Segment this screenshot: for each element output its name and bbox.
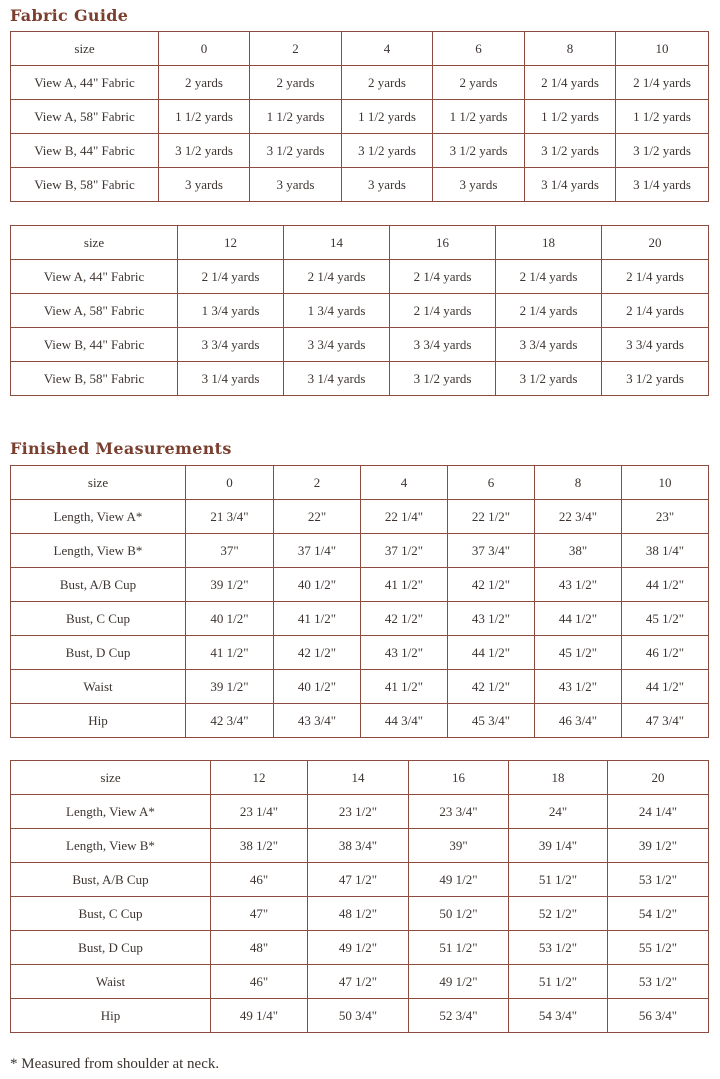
table-row	[11, 168, 709, 202]
row-label-cell: View A, 58" Fabric	[11, 100, 159, 134]
row-label-cell: Bust, A/B Cup	[11, 863, 211, 897]
row-label-cell: Waist	[11, 965, 211, 999]
value-cell: 37 1/4"	[274, 534, 361, 568]
value-cell: 46 1/2"	[622, 636, 709, 670]
value-cell: 3 yards	[159, 168, 250, 202]
value-cell: 53 1/2"	[608, 965, 709, 999]
value-cell: 2 1/4 yards	[284, 260, 390, 294]
table-row	[11, 636, 709, 670]
table-row	[11, 999, 709, 1033]
header-cell-size-value: 0	[159, 32, 250, 66]
value-cell: 53 1/2"	[608, 863, 709, 897]
value-cell: 23"	[622, 500, 709, 534]
value-cell: 44 3/4"	[361, 704, 448, 738]
value-cell: 3 3/4 yards	[496, 328, 602, 362]
value-cell: 50 3/4"	[308, 999, 409, 1033]
value-cell: 41 1/2"	[361, 568, 448, 602]
row-label-cell: View A, 44" Fabric	[11, 66, 159, 100]
value-cell: 1 1/2 yards	[525, 100, 616, 134]
table-row	[11, 863, 709, 897]
value-cell: 2 yards	[250, 66, 342, 100]
footnote: * Measured from shoulder at neck.	[10, 1056, 220, 1072]
row-label-cell: Waist	[11, 670, 186, 704]
header-cell-size: size	[11, 761, 211, 795]
header-cell-size-value: 8	[525, 32, 616, 66]
header-cell-size: size	[11, 32, 159, 66]
value-cell: 42 1/2"	[448, 670, 535, 704]
value-cell: 45 3/4"	[448, 704, 535, 738]
value-cell: 51 1/2"	[409, 931, 509, 965]
value-cell: 45 1/2"	[535, 636, 622, 670]
value-cell: 3 yards	[433, 168, 525, 202]
row-label-cell: View B, 44" Fabric	[11, 134, 159, 168]
table-row	[11, 829, 709, 863]
value-cell: 2 1/4 yards	[496, 260, 602, 294]
value-cell: 40 1/2"	[274, 568, 361, 602]
value-cell: 41 1/2"	[274, 602, 361, 636]
value-cell: 42 1/2"	[448, 568, 535, 602]
value-cell: 41 1/2"	[361, 670, 448, 704]
table-row	[11, 66, 709, 100]
row-label-cell: Hip	[11, 999, 211, 1033]
value-cell: 2 1/4 yards	[178, 260, 284, 294]
value-cell: 50 1/2"	[409, 897, 509, 931]
value-cell: 3 1/2 yards	[390, 362, 496, 396]
value-cell: 3 1/2 yards	[602, 362, 709, 396]
value-cell: 37 1/2"	[361, 534, 448, 568]
header-cell-size-value: 10	[616, 32, 709, 66]
row-label-cell: Bust, C Cup	[11, 602, 186, 636]
value-cell: 3 1/4 yards	[525, 168, 616, 202]
header-cell-size-value: 14	[284, 226, 390, 260]
value-cell: 2 yards	[342, 66, 433, 100]
value-cell: 3 1/2 yards	[159, 134, 250, 168]
header-cell-size-value: 18	[496, 226, 602, 260]
value-cell: 37"	[186, 534, 274, 568]
table-row	[11, 328, 709, 362]
header-cell-size-value: 16	[409, 761, 509, 795]
value-cell: 3 1/2 yards	[342, 134, 433, 168]
value-cell: 45 1/2"	[622, 602, 709, 636]
value-cell: 2 1/4 yards	[525, 66, 616, 100]
header-cell-size-value: 2	[274, 466, 361, 500]
value-cell: 22 3/4"	[535, 500, 622, 534]
value-cell: 54 1/2"	[608, 897, 709, 931]
value-cell: 3 yards	[342, 168, 433, 202]
value-cell: 55 1/2"	[608, 931, 709, 965]
value-cell: 2 yards	[433, 66, 525, 100]
value-cell: 54 3/4"	[509, 999, 608, 1033]
header-cell-size-value: 6	[448, 466, 535, 500]
value-cell: 2 1/4 yards	[496, 294, 602, 328]
table-row	[11, 670, 709, 704]
value-cell: 3 yards	[250, 168, 342, 202]
header-cell-size-value: 4	[361, 466, 448, 500]
value-cell: 51 1/2"	[509, 965, 608, 999]
value-cell: 43 1/2"	[535, 670, 622, 704]
value-cell: 1 1/2 yards	[250, 100, 342, 134]
table-row	[11, 602, 709, 636]
value-cell: 3 1/4 yards	[284, 362, 390, 396]
row-label-cell: Bust, C Cup	[11, 897, 211, 931]
value-cell: 47"	[211, 897, 308, 931]
header-cell-size-value: 18	[509, 761, 608, 795]
value-cell: 1 3/4 yards	[284, 294, 390, 328]
table-header-row	[11, 32, 709, 66]
value-cell: 3 3/4 yards	[390, 328, 496, 362]
value-cell: 3 1/2 yards	[616, 134, 709, 168]
value-cell: 42 1/2"	[361, 602, 448, 636]
row-label-cell: View A, 58" Fabric	[11, 294, 178, 328]
value-cell: 22"	[274, 500, 361, 534]
table-body	[11, 226, 709, 396]
value-cell: 3 1/2 yards	[250, 134, 342, 168]
value-cell: 3 3/4 yards	[178, 328, 284, 362]
value-cell: 38 1/4"	[622, 534, 709, 568]
value-cell: 2 1/4 yards	[602, 260, 709, 294]
value-cell: 44 1/2"	[622, 670, 709, 704]
value-cell: 53 1/2"	[509, 931, 608, 965]
value-cell: 41 1/2"	[186, 636, 274, 670]
header-cell-size-value: 4	[342, 32, 433, 66]
value-cell: 47 1/2"	[308, 863, 409, 897]
value-cell: 52 3/4"	[409, 999, 509, 1033]
value-cell: 1 1/2 yards	[433, 100, 525, 134]
value-cell: 23 3/4"	[409, 795, 509, 829]
value-cell: 40 1/2"	[274, 670, 361, 704]
value-cell: 48 1/2"	[308, 897, 409, 931]
value-cell: 22 1/2"	[448, 500, 535, 534]
value-cell: 44 1/2"	[622, 568, 709, 602]
row-label-cell: Length, View B*	[11, 829, 211, 863]
row-label-cell: Length, View A*	[11, 795, 211, 829]
header-cell-size-value: 8	[535, 466, 622, 500]
header-cell-size-value: 20	[608, 761, 709, 795]
value-cell: 1 3/4 yards	[178, 294, 284, 328]
finished-measurements-title: Finished Measurements	[10, 439, 232, 458]
row-label-cell: View A, 44" Fabric	[11, 260, 178, 294]
header-cell-size: size	[11, 466, 186, 500]
value-cell: 2 1/4 yards	[390, 294, 496, 328]
measurements-table-sizes-0-10	[10, 465, 709, 738]
table-row	[11, 931, 709, 965]
table-header-row	[11, 226, 709, 260]
row-label-cell: Hip	[11, 704, 186, 738]
value-cell: 21 3/4"	[186, 500, 274, 534]
row-label-cell: Length, View B*	[11, 534, 186, 568]
table-header-row	[11, 761, 709, 795]
value-cell: 3 1/2 yards	[525, 134, 616, 168]
value-cell: 3 3/4 yards	[602, 328, 709, 362]
value-cell: 24"	[509, 795, 608, 829]
value-cell: 43 1/2"	[448, 602, 535, 636]
table-row	[11, 534, 709, 568]
row-label-cell: View B, 44" Fabric	[11, 328, 178, 362]
value-cell: 48"	[211, 931, 308, 965]
table-row	[11, 362, 709, 396]
value-cell: 42 1/2"	[274, 636, 361, 670]
value-cell: 23 1/4"	[211, 795, 308, 829]
table-body	[11, 32, 709, 202]
row-label-cell: View B, 58" Fabric	[11, 362, 178, 396]
table-row	[11, 897, 709, 931]
value-cell: 2 1/4 yards	[602, 294, 709, 328]
value-cell: 2 1/4 yards	[390, 260, 496, 294]
header-cell-size-value: 0	[186, 466, 274, 500]
header-cell-size-value: 14	[308, 761, 409, 795]
value-cell: 46"	[211, 863, 308, 897]
value-cell: 43 1/2"	[535, 568, 622, 602]
value-cell: 3 1/4 yards	[178, 362, 284, 396]
row-label-cell: View B, 58" Fabric	[11, 168, 159, 202]
value-cell: 44 1/2"	[535, 602, 622, 636]
value-cell: 37 3/4"	[448, 534, 535, 568]
table-row	[11, 568, 709, 602]
value-cell: 46 3/4"	[535, 704, 622, 738]
value-cell: 49 1/2"	[308, 931, 409, 965]
value-cell: 24 1/4"	[608, 795, 709, 829]
table-row	[11, 965, 709, 999]
value-cell: 22 1/4"	[361, 500, 448, 534]
row-label-cell: Bust, A/B Cup	[11, 568, 186, 602]
value-cell: 1 1/2 yards	[159, 100, 250, 134]
row-label-cell: Bust, D Cup	[11, 636, 186, 670]
table-body	[11, 466, 709, 738]
header-cell-size-value: 12	[211, 761, 308, 795]
value-cell: 3 1/2 yards	[496, 362, 602, 396]
fabric-guide-table-sizes-12-20	[10, 225, 709, 396]
header-cell-size-value: 6	[433, 32, 525, 66]
table-row	[11, 100, 709, 134]
table-row	[11, 795, 709, 829]
header-cell-size-value: 16	[390, 226, 496, 260]
row-label-cell: Length, View A*	[11, 500, 186, 534]
value-cell: 39 1/4"	[509, 829, 608, 863]
value-cell: 2 1/4 yards	[616, 66, 709, 100]
value-cell: 38 3/4"	[308, 829, 409, 863]
value-cell: 56 3/4"	[608, 999, 709, 1033]
value-cell: 39 1/2"	[608, 829, 709, 863]
value-cell: 42 3/4"	[186, 704, 274, 738]
header-cell-size: size	[11, 226, 178, 260]
table-row	[11, 500, 709, 534]
header-cell-size-value: 10	[622, 466, 709, 500]
value-cell: 39 1/2"	[186, 670, 274, 704]
value-cell: 47 3/4"	[622, 704, 709, 738]
value-cell: 23 1/2"	[308, 795, 409, 829]
value-cell: 51 1/2"	[509, 863, 608, 897]
value-cell: 38 1/2"	[211, 829, 308, 863]
value-cell: 47 1/2"	[308, 965, 409, 999]
value-cell: 40 1/2"	[186, 602, 274, 636]
table-header-row	[11, 466, 709, 500]
value-cell: 46"	[211, 965, 308, 999]
header-cell-size-value: 20	[602, 226, 709, 260]
value-cell: 49 1/4"	[211, 999, 308, 1033]
value-cell: 39"	[409, 829, 509, 863]
value-cell: 3 1/2 yards	[433, 134, 525, 168]
table-row	[11, 134, 709, 168]
fabric-guide-table-sizes-0-10	[10, 31, 709, 202]
row-label-cell: Bust, D Cup	[11, 931, 211, 965]
value-cell: 44 1/2"	[448, 636, 535, 670]
value-cell: 38"	[535, 534, 622, 568]
header-cell-size-value: 2	[250, 32, 342, 66]
value-cell: 3 1/4 yards	[616, 168, 709, 202]
value-cell: 49 1/2"	[409, 863, 509, 897]
table-row	[11, 260, 709, 294]
value-cell: 43 3/4"	[274, 704, 361, 738]
value-cell: 52 1/2"	[509, 897, 608, 931]
value-cell: 39 1/2"	[186, 568, 274, 602]
table-body	[11, 761, 709, 1033]
value-cell: 1 1/2 yards	[616, 100, 709, 134]
fabric-guide-title: Fabric Guide	[10, 6, 129, 25]
table-row	[11, 294, 709, 328]
value-cell: 3 3/4 yards	[284, 328, 390, 362]
header-cell-size-value: 12	[178, 226, 284, 260]
value-cell: 49 1/2"	[409, 965, 509, 999]
value-cell: 43 1/2"	[361, 636, 448, 670]
measurements-table-sizes-12-20	[10, 760, 709, 1033]
value-cell: 1 1/2 yards	[342, 100, 433, 134]
table-row	[11, 704, 709, 738]
value-cell: 2 yards	[159, 66, 250, 100]
